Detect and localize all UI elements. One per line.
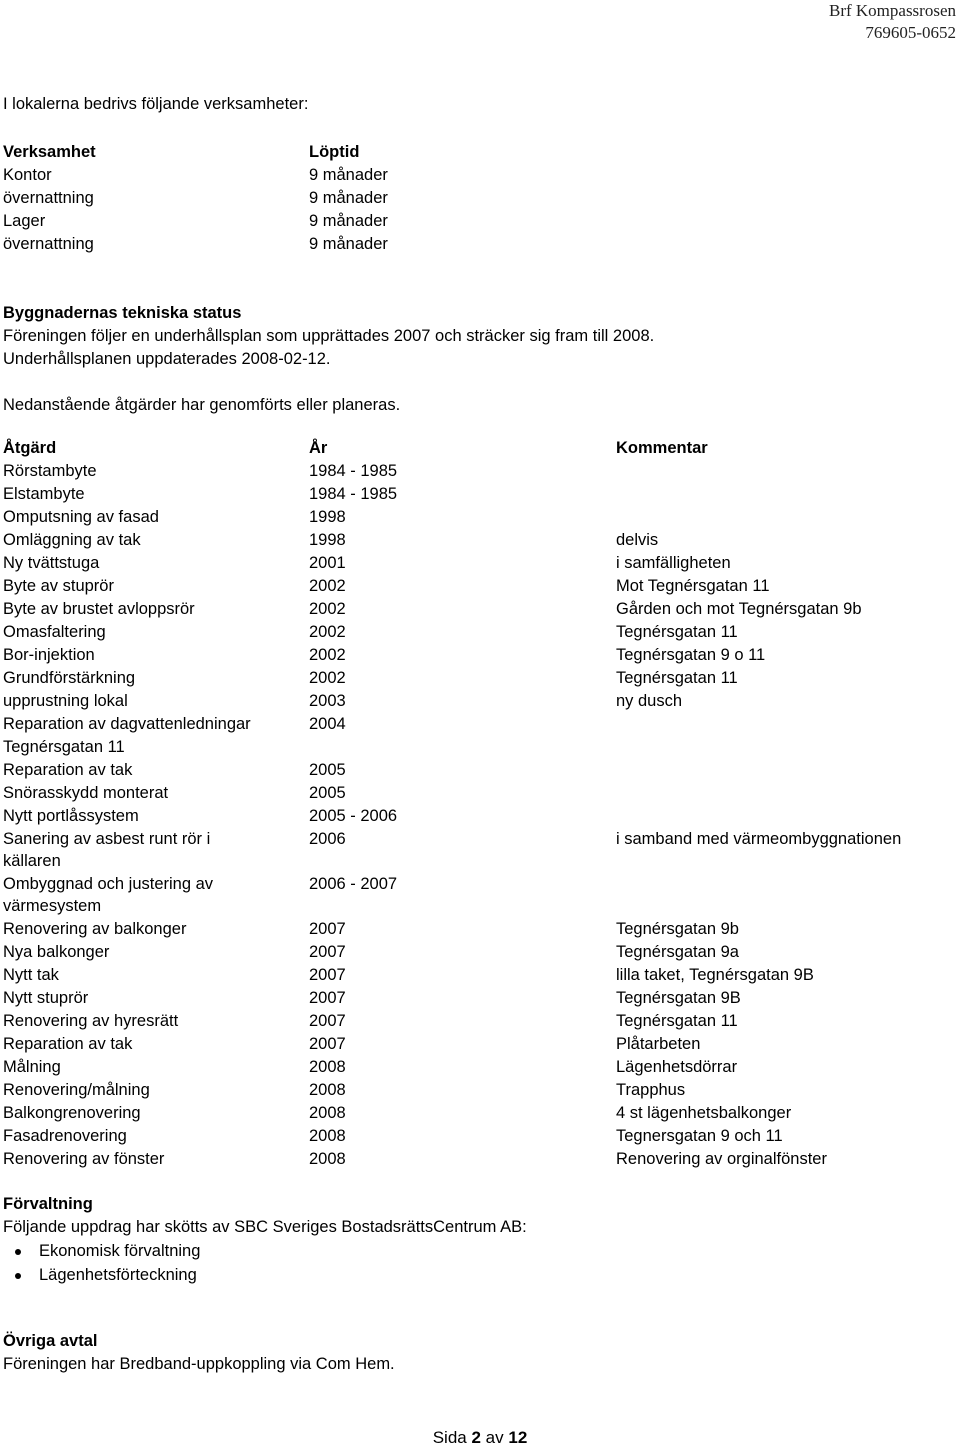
measures-header-row: [3, 437, 953, 460]
measure-row: [3, 598, 953, 621]
measure-name: Ny tvättstuga: [3, 554, 100, 572]
measure-name: Renovering av fönster: [3, 1150, 165, 1168]
activity-term: 9 månader: [309, 189, 388, 207]
activity-term: 9 månader: [309, 166, 388, 184]
list-item: [3, 1263, 527, 1287]
measure-year: 2008: [309, 1150, 346, 1168]
measure-row: [3, 1033, 953, 1056]
measure-row: [3, 1148, 953, 1171]
measure-year: 2007: [309, 1012, 346, 1030]
bullet-icon: [15, 1249, 21, 1255]
activity-name: Kontor: [3, 166, 52, 184]
page-number: 2: [471, 1428, 481, 1447]
measure-row: [3, 644, 953, 667]
measure-row: [3, 918, 953, 941]
activity-name: Lager: [3, 212, 46, 230]
status-line: Föreningen följer en underhållsplan som upprättades 2007 och sträcker sig fram till 2008.: [3, 327, 655, 345]
year-col-header: År: [309, 439, 328, 457]
intro-section: [3, 93, 308, 116]
measure-name: Nytt stuprör: [3, 989, 89, 1007]
measure-row: [3, 1102, 953, 1125]
measure-year: 2002: [309, 577, 346, 595]
measure-comment: Renovering av orginalfönster: [616, 1150, 827, 1168]
measure-comment: Tegnérsgatan 11: [616, 1012, 738, 1030]
measure-year: 2007: [309, 1035, 346, 1053]
measure-year: 2005: [309, 761, 346, 779]
measure-comment: Tegnérsgatan 9b: [616, 920, 739, 938]
measure-row: [3, 1056, 953, 1079]
measure-comment: Tegnersgatan 9 och 11: [616, 1127, 783, 1145]
measure-row: [3, 987, 953, 1010]
measure-comment: Tegnérsgatan 9B: [616, 989, 741, 1007]
measure-year: 2005 - 2006: [309, 807, 398, 825]
measure-comment: ny dusch: [616, 692, 683, 710]
measure-row: [3, 873, 953, 918]
document-header: [829, 0, 956, 44]
measure-year: 2002: [309, 669, 346, 687]
measure-row: [3, 621, 953, 644]
term-col-header: Löptid: [309, 143, 360, 161]
management-heading: Förvaltning: [3, 1195, 93, 1213]
measure-year: 2003: [309, 692, 346, 710]
measure-name: Snörasskydd monterat: [3, 784, 169, 802]
measure-name: Byte av stuprör: [3, 577, 114, 595]
measure-name: Reparation av tak: [3, 761, 133, 779]
list-item-label: Ekonomisk förvaltning: [39, 1242, 201, 1260]
other-agreements-section: [3, 1330, 395, 1376]
measure-row: [3, 552, 953, 575]
list-item-label: Lägenhetsförteckning: [39, 1266, 197, 1284]
activity-row: [3, 233, 703, 256]
measure-row: [3, 690, 953, 713]
measure-row: [3, 529, 953, 552]
measure-row: [3, 1079, 953, 1102]
measure-row: [3, 805, 953, 828]
measure-comment: Lägenhetsdörrar: [616, 1058, 738, 1076]
status-line: Nedanstående åtgärder har genomförts eller planeras.: [3, 396, 401, 414]
measure-row: [3, 483, 953, 506]
management-section: [3, 1193, 527, 1287]
measure-year: 2007: [309, 920, 346, 938]
measure-name: Omasfaltering: [3, 623, 106, 641]
measure-year: 2005: [309, 784, 346, 802]
measure-year: 2008: [309, 1058, 346, 1076]
other-agreements-heading: Övriga avtal: [3, 1332, 98, 1350]
measure-year: 1984 - 1985: [309, 462, 398, 480]
measure-comment: Tegnérsgatan 11: [616, 669, 738, 687]
measure-year: 2007: [309, 966, 346, 984]
page-total: 12: [508, 1428, 528, 1447]
measure-name: upprustning lokal: [3, 692, 128, 710]
measure-year: 2002: [309, 646, 346, 664]
measure-name: Omläggning av tak: [3, 531, 141, 549]
measure-comment: i samfälligheten: [616, 554, 731, 572]
list-item: [3, 1239, 527, 1263]
measure-row: [3, 713, 953, 736]
measure-name: Bor-injektion: [3, 646, 95, 664]
measure-year: 2004: [309, 715, 346, 733]
measure-row: [3, 759, 953, 782]
measure-year: 2006: [309, 830, 346, 848]
measure-year: 2008: [309, 1081, 346, 1099]
measure-year: 1998: [309, 508, 346, 526]
measure-name: Fasadrenovering: [3, 1127, 127, 1145]
measure-name: Grundförstärkning: [3, 669, 136, 687]
measure-name: Målning: [3, 1058, 61, 1076]
page-footer: [0, 1428, 960, 1448]
measure-comment: delvis: [616, 531, 659, 549]
measure-name: Reparation av tak: [3, 1035, 133, 1053]
measures-table: [3, 437, 953, 1171]
bullet-icon: [15, 1273, 21, 1279]
measure-year: 2007: [309, 989, 346, 1007]
measure-name: Ombyggnad och justering av värmesystem: [3, 875, 214, 915]
management-list: [3, 1239, 527, 1287]
measure-name: Nytt portlåssystem: [3, 807, 139, 825]
measure-year: 2002: [309, 623, 346, 641]
measure-name: Nytt tak: [3, 966, 59, 984]
measure-comment: Mot Tegnérsgatan 11: [616, 577, 770, 595]
measure-name: Renovering/målning: [3, 1081, 150, 1099]
measure-row: [3, 964, 953, 987]
measure-comment: 4 st lägenhetsbalkonger: [616, 1104, 792, 1122]
measure-comment: Gården och mot Tegnérsgatan 9b: [616, 600, 862, 618]
page-prefix: Sida: [432, 1428, 467, 1447]
measure-comment: Tegnérsgatan 9 o 11: [616, 646, 766, 664]
activity-row: [3, 187, 703, 210]
measure-year: 2007: [309, 943, 346, 961]
measure-row: [3, 575, 953, 598]
measure-row: [3, 1125, 953, 1148]
measure-year: 2002: [309, 600, 346, 618]
activity-term: 9 månader: [309, 212, 388, 230]
measure-comment: Plåtarbeten: [616, 1035, 701, 1053]
measure-year: 1998: [309, 531, 346, 549]
page-of: av: [485, 1428, 504, 1447]
org-number: 769605-0652: [865, 23, 956, 42]
measure-row: [3, 941, 953, 964]
activity-row: [3, 164, 703, 187]
status-line: Underhållsplanen uppdaterades 2008-02-12.: [3, 350, 331, 368]
activity-row: [3, 210, 703, 233]
measure-comment: Trapphus: [616, 1081, 686, 1099]
measure-comment: lilla taket, Tegnérsgatan 9B: [616, 966, 814, 984]
technical-status-heading: Byggnadernas tekniska status: [3, 304, 242, 322]
activity-name: övernattning: [3, 235, 94, 253]
activities-table: [3, 141, 703, 256]
intro-text: I lokalerna bedrivs följande verksamheter:: [3, 95, 309, 113]
measure-name: Elstambyte: [3, 485, 85, 503]
measure-name: Sanering av asbest runt rör i källaren: [3, 830, 211, 870]
activities-header-row: [3, 141, 703, 164]
measure-name: Tegnérsgatan 11: [3, 738, 125, 756]
measure-row: [3, 1010, 953, 1033]
measure-name: Nya balkonger: [3, 943, 110, 961]
measure-name: Reparation av dagvattenledningar: [3, 715, 251, 733]
measure-name: Renovering av balkonger: [3, 920, 187, 938]
measure-comment: Tegnérsgatan 9a: [616, 943, 739, 961]
measure-name: Byte av brustet avloppsrör: [3, 600, 195, 618]
measure-row: [3, 736, 953, 759]
measure-row: [3, 667, 953, 690]
measure-row: [3, 460, 953, 483]
measure-comment: i samband med värmeombyggnationen: [616, 830, 902, 848]
measure-year: 2008: [309, 1104, 346, 1122]
measure-year: 2008: [309, 1127, 346, 1145]
measure-year: 2006 - 2007: [309, 875, 398, 893]
measure-row: [3, 782, 953, 805]
other-agreements-text: Föreningen har Bredband-uppkoppling via Com Hem.: [3, 1355, 395, 1373]
activity-col-header: Verksamhet: [3, 143, 96, 161]
measure-year: 2001: [309, 554, 346, 572]
measure-name: Omputsning av fasad: [3, 508, 159, 526]
org-name: Brf Kompassrosen: [828, 1, 956, 20]
measure-comment: Tegnérsgatan 11: [616, 623, 738, 641]
measure-name: Balkongrenovering: [3, 1104, 141, 1122]
technical-status-section: [3, 302, 654, 417]
measure-name: Renovering av hyresrätt: [3, 1012, 179, 1030]
activity-name: övernattning: [3, 189, 94, 207]
measure-row: [3, 506, 953, 529]
management-text: Följande uppdrag har skötts av SBC Sveriges BostadsrättsCentrum AB:: [3, 1218, 527, 1236]
measure-year: 1984 - 1985: [309, 485, 398, 503]
measure-row: [3, 828, 953, 873]
activity-term: 9 månader: [309, 235, 388, 253]
measure-col-header: Åtgärd: [3, 439, 57, 457]
comment-col-header: Kommentar: [616, 439, 708, 457]
measure-name: Rörstambyte: [3, 462, 97, 480]
